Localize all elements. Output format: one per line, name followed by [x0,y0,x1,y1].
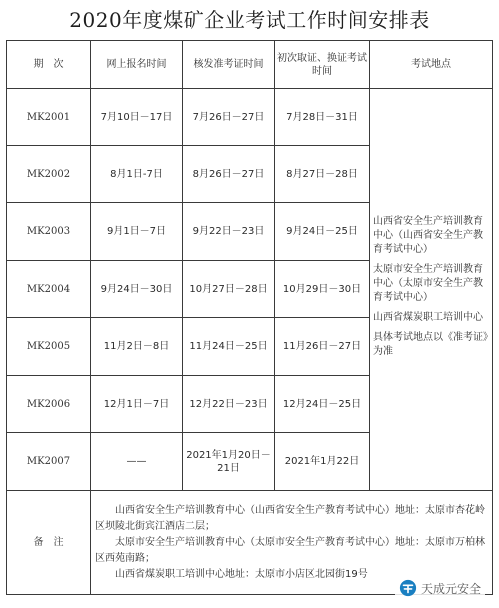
registration-time: 11月2日－8日 [91,318,183,376]
header-exam-time: 初次取证、换证考试时间 [275,41,370,89]
location-item: 山西省安全生产培训教育中心（山西省安全生产教育考试中心） [373,215,483,255]
header-location: 考试地点 [370,41,493,89]
ticket-time: 8月26日－27日 [183,146,275,203]
registration-time: 9月24日－30日 [91,261,183,318]
page-title: 2020年度煤矿企业考试工作时间安排表 [69,8,430,32]
notes-label: 备 注 [7,491,91,595]
ticket-time: 7月26日－27日 [183,89,275,146]
table-row [7,89,493,146]
registration-time: 9月1日－7日 [91,203,183,261]
watermark-text: 天成元安全 [420,581,481,596]
ticket-time: 11月24日－25日 [183,318,275,376]
exam-time: 12月24日－25日 [275,376,370,433]
exam-time: 9月24日－25日 [275,203,370,261]
period-code: MK2002 [7,146,91,203]
period-code: MK2003 [7,203,91,261]
exam-time: 11月26日－27日 [275,318,370,376]
ticket-time: 9月22日－23日 [183,203,275,261]
header-ticket: 核发准考证时间 [183,41,275,89]
period-code: MK2004 [7,261,91,318]
header-row [7,41,493,89]
note-line: 山西省煤炭职工培训中心地址：太原市小店区北园街19号 [115,568,368,580]
registration-time: —— [91,433,183,491]
period-code: MK2007 [7,433,91,491]
exam-time: 2021年1月22日 [275,433,370,491]
ticket-time: 12月22日－23日 [183,376,275,433]
ticket-time: 2021年1月20日－21日 [183,433,275,491]
registration-time: 12月1日－7日 [91,376,183,433]
exam-time: 7月28日－31日 [275,89,370,146]
period-code: MK2001 [7,89,91,146]
exam-locations [370,89,493,491]
header-period: 期 次 [7,41,91,89]
header-registration: 网上报名时间 [91,41,183,89]
ticket-time: 10月27日－28日 [183,261,275,318]
watermark [395,576,485,600]
note-line: 山西省安全生产培训教育中心（山西省安全生产教育考试中心）地址：太原市杏花岭区坝陵北街宾江酒店二层； [95,504,485,532]
location-item: 具体考试地点以《准考证》为准 [373,331,488,357]
exam-time: 10月29日－30日 [275,261,370,318]
schedule-table [6,40,493,595]
location-item: 山西省煤炭职工培训中心 [373,311,483,323]
registration-time: 8月1日-7日 [91,146,183,203]
exam-time: 8月27日－28日 [275,146,370,203]
note-line: 太原市安全生产培训教育中心（太原市安全生产教育考试中心）地址：太原市万柏林区西苑南路； [95,536,485,564]
period-code: MK2005 [7,318,91,376]
brand-logo-icon [399,579,417,597]
registration-time: 7月10日－17日 [91,89,183,146]
period-code: MK2006 [7,376,91,433]
location-item: 太原市安全生产培训教育中心（太原市安全生产教育考试中心） [373,263,483,303]
